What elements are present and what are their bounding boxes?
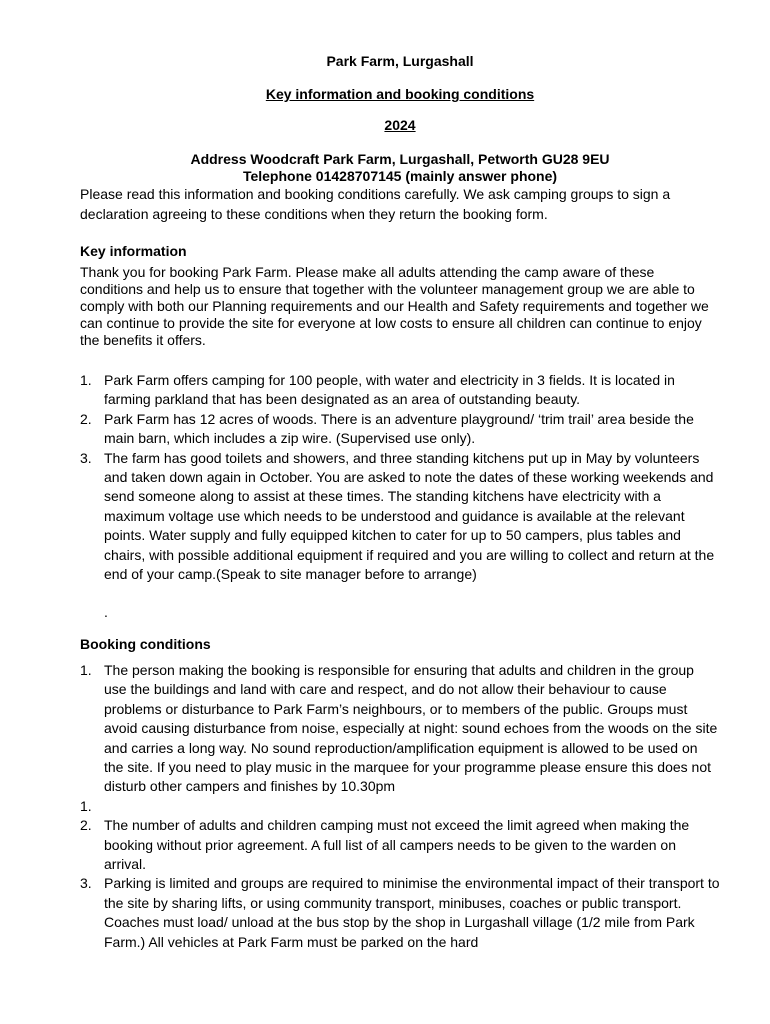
list-item-text: The number of adults and children camping must not exceed the limit agreed when making the booking without prior agreement. A full list of all campers needs to be given to the warden on arrival. <box>104 817 690 873</box>
list-number: 2. <box>80 817 92 834</box>
key-information-list <box>80 371 720 584</box>
list-item <box>80 449 720 585</box>
list-item <box>80 371 720 410</box>
list-number: 1. <box>80 372 92 388</box>
key-information-heading: Key information <box>80 243 187 259</box>
list-number: 1. <box>80 662 92 678</box>
list-item <box>80 661 720 797</box>
address-block <box>80 151 720 185</box>
list-item-text: The person making the booking is responsible for ensuring that adults and children in the group use the buildings and land with care and respect, and do not allow their behaviour to cause problems or disturbance to Park Farm’s neighbours, or to members of the public. Groups must avoid causing disturbance from noise, especially at night: sound echoes from the woods on the site and carries a long way. No sound reproduction/amplification equipment is allowed to be used on the site. If you need to play music in the marquee for your programme please ensure this does not disturb other campers and finishes by 10.30pm <box>104 662 718 795</box>
list-item-text: The farm has good toilets and showers, and three standing kitchens put up in May by volunteers and taken down again in October. You are asked to note the dates of these working weekends and send someone along to assist at these times. The standing kitchens have electricity with a maximum voltage use which needs to be understood and guidance is available at the relevant points. Water supply and fully equipped kitchen to cater for up to 50 campers, plus tables and chairs, with possible additional equipment if required and you are willing to collect and return at the end of your camp.(Speak to site manager before to arrange) <box>104 449 715 583</box>
telephone-line: Telephone 01428707145 (mainly answer phone) <box>242 168 558 184</box>
booking-conditions-heading: Booking conditions <box>80 636 211 652</box>
list-number: 2. <box>80 410 92 427</box>
list-number: 3. <box>80 449 92 466</box>
list-item-text: Park Farm has 12 acres of woods. There is an adventure playground/ ‘trim trail’ area beside the main barn, which includes a zip wire. (Supervised use only). <box>104 410 694 447</box>
list-item <box>80 874 720 952</box>
intro-paragraph: Please read this information and booking conditions carefully. We ask camping groups to sign a declaration agreeing to these conditions when they return the booking form. <box>80 186 671 222</box>
list-item-text: Park Farm offers camping for 100 people, with water and electricity in 3 fields. It is located in farming parkland that has been designated as an area of outstanding beauty. <box>104 372 675 408</box>
list-item-text: Parking is limited and groups are required to minimise the environmental impact of their transport to the site by sharing lifts, or using community transport, minibuses, coaches or public transport. Coaches must load/ unload at the bus stop by the shop in Lurgashall village (1/2 mile from Park Farm.) All vehicles at Park Farm must be parked on the hard <box>104 875 720 950</box>
list-number: 1. <box>80 797 92 814</box>
document-subtitle: Key information and booking conditions <box>265 86 535 102</box>
key-information-text: Thank you for booking Park Farm. Please make all adults attending the camp aware of these conditions and help us to ensure that together with the volunteer management group we are able to comply with both our Planning requirements and our Health and Safety requirements and together we can continue to provide the site for everyone at low costs to ensure all children can continue to enjoy the benefits it offers. <box>80 264 709 348</box>
list-item <box>80 816 720 874</box>
address-line: Address Woodcraft Park Farm, Lurgashall, Petworth GU28 9EU <box>190 151 610 167</box>
list-number: 3. <box>80 875 92 892</box>
list-item <box>80 797 720 816</box>
trailing-dot: . <box>104 604 108 620</box>
booking-conditions-list <box>80 661 720 952</box>
list-item <box>80 410 720 449</box>
document-year: 2024 <box>384 117 416 133</box>
document-title: Park Farm, Lurgashall <box>326 53 474 69</box>
